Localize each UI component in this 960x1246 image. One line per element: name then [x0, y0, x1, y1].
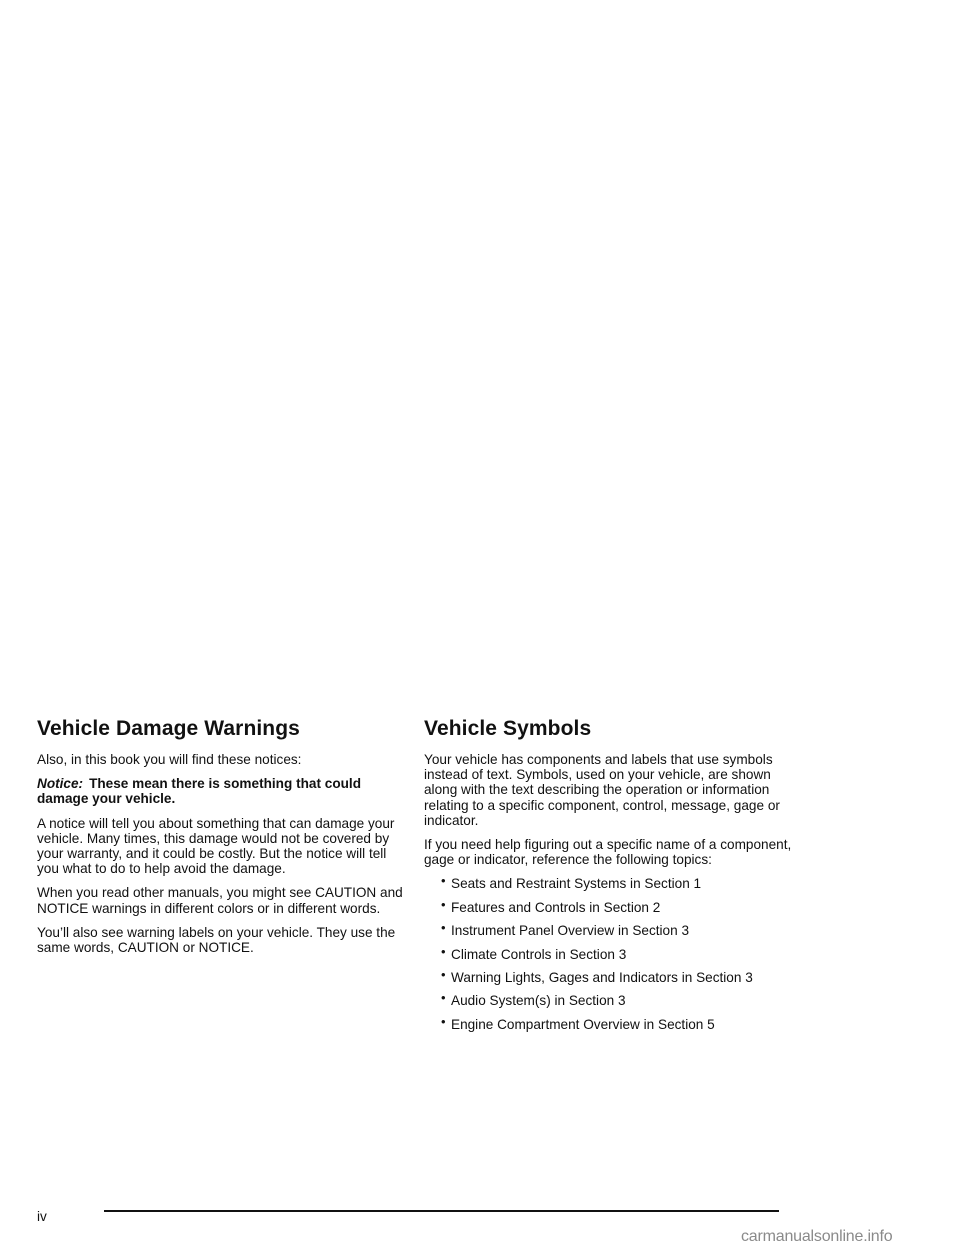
- vehicle-damage-warnings-section: [37, 716, 407, 964]
- body-paragraph: You’ll also see warning labels on your vehicle. They use the same words, CAUTION or NOTICE.: [37, 924, 396, 956]
- notice-paragraph: [37, 776, 407, 806]
- list-item: [424, 990, 794, 1009]
- list-item-text: Features and Controls in Section 2: [451, 899, 661, 915]
- intro-paragraph: Also, in this book you will find these notices:: [37, 752, 302, 767]
- bullet-icon: •: [441, 990, 446, 1006]
- list-item: [424, 966, 794, 985]
- list-item: [424, 943, 794, 962]
- notice-label: Notice:: [37, 776, 84, 792]
- body-paragraph: Your vehicle has components and labels that use symbols instead of text. Symbols, used on your vehicle, are shown along with the text describing the operation or information relating to a specific component, control, message, gage or indicator.: [424, 752, 780, 828]
- list-item-text: Warning Lights, Gages and Indicators in Section 3: [451, 969, 753, 985]
- bullet-icon: •: [441, 873, 446, 889]
- list-item-text: Engine Compartment Overview in Section 5: [451, 1016, 715, 1032]
- topics-list: [424, 873, 794, 1032]
- list-item: [424, 896, 794, 915]
- bullet-icon: •: [441, 1013, 446, 1029]
- section-heading: Vehicle Symbols: [424, 717, 592, 740]
- bullet-icon: •: [441, 896, 446, 912]
- list-item-text: Instrument Panel Overview in Section 3: [451, 923, 690, 939]
- list-item: [424, 1013, 794, 1032]
- body-paragraph: If you need help figuring out a specific name of a component, gage or indicator, reference the following topics:: [424, 837, 792, 868]
- list-item-text: Audio System(s) in Section 3: [451, 993, 626, 1009]
- list-item-text: Seats and Restraint Systems in Section 1: [451, 876, 702, 892]
- notice-text: These mean there is something that could damage your vehicle.: [37, 776, 362, 807]
- bullet-icon: •: [441, 920, 446, 936]
- page-number: iv: [37, 1209, 47, 1224]
- list-item-text: Climate Controls in Section 3: [451, 946, 627, 962]
- list-item: [424, 920, 794, 939]
- bullet-icon: •: [441, 943, 446, 959]
- section-heading: Vehicle Damage Warnings: [37, 717, 300, 740]
- footer-divider: [104, 1210, 779, 1212]
- watermark: carmanualsonline.info: [741, 1228, 893, 1245]
- body-paragraph: A notice will tell you about something that can damage your vehicle. Many times, this damage would not be covered by your warranty, and it could be costly. But the notice will tell you what to do to help avoid the damage.: [37, 815, 395, 877]
- body-paragraph: When you read other manuals, you might see CAUTION and NOTICE warnings in different colors or in different words.: [37, 885, 403, 916]
- list-item: [424, 873, 794, 892]
- vehicle-symbols-section: [424, 716, 794, 1040]
- bullet-icon: •: [441, 966, 446, 982]
